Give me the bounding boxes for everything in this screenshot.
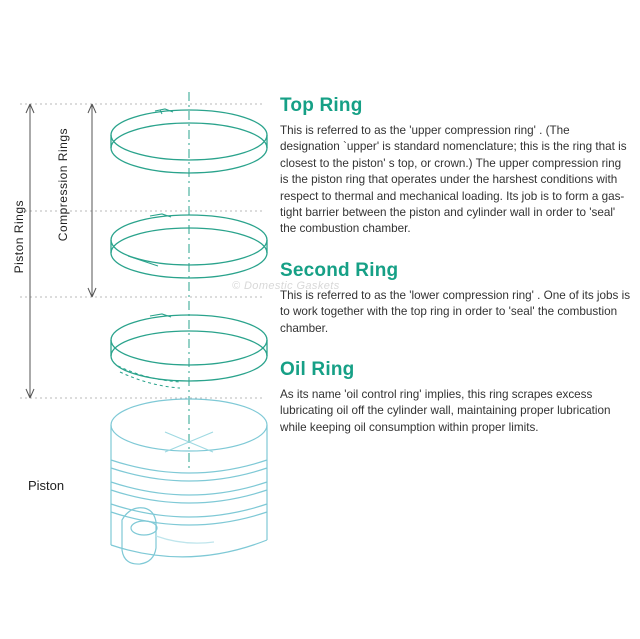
label-piston: Piston: [28, 478, 65, 493]
watermark: © Domestic Gaskets: [232, 280, 340, 292]
section-oil-ring: [280, 359, 632, 436]
oil-ring-body: As its name 'oil control ring' implies, this ring scrapes excess lubricating oil off the cylinder wall, maintaining proper lubrication while keeping oil consumption within proper limits.: [280, 388, 611, 434]
top-ring-title: Top Ring: [280, 95, 363, 116]
top-ring-body: This is referred to as the 'upper compression ring' . (The designation `upper' is standard nomenclature; this is the ring that is closest to the piston' s top, or crown.) The upper compression ring is the piston ring that operates under the harshest conditions with respect to thermal and mechanical loading. Its job is to form a gas-tight barrier between the piston and cylinder wall in order to 'seal' the combustion chamber.: [280, 124, 627, 236]
section-top-ring: [280, 95, 632, 238]
compression-rings-bracket: [88, 104, 96, 297]
second-ring-body: This is referred to as the 'lower compression ring' . One of its jobs is to work together with the top ring in order to 'seal' the combustion chamber.: [280, 288, 631, 335]
oil-ring-title: Oil Ring: [280, 359, 355, 381]
second-ring-title: Second Ring: [280, 259, 399, 281]
label-compression-rings: Compression Rings: [56, 128, 70, 242]
section-second-ring: [280, 260, 632, 337]
piston-rings-bracket: [26, 104, 34, 398]
descriptions-column: [280, 95, 632, 436]
label-piston-rings: Piston Rings: [12, 200, 26, 274]
